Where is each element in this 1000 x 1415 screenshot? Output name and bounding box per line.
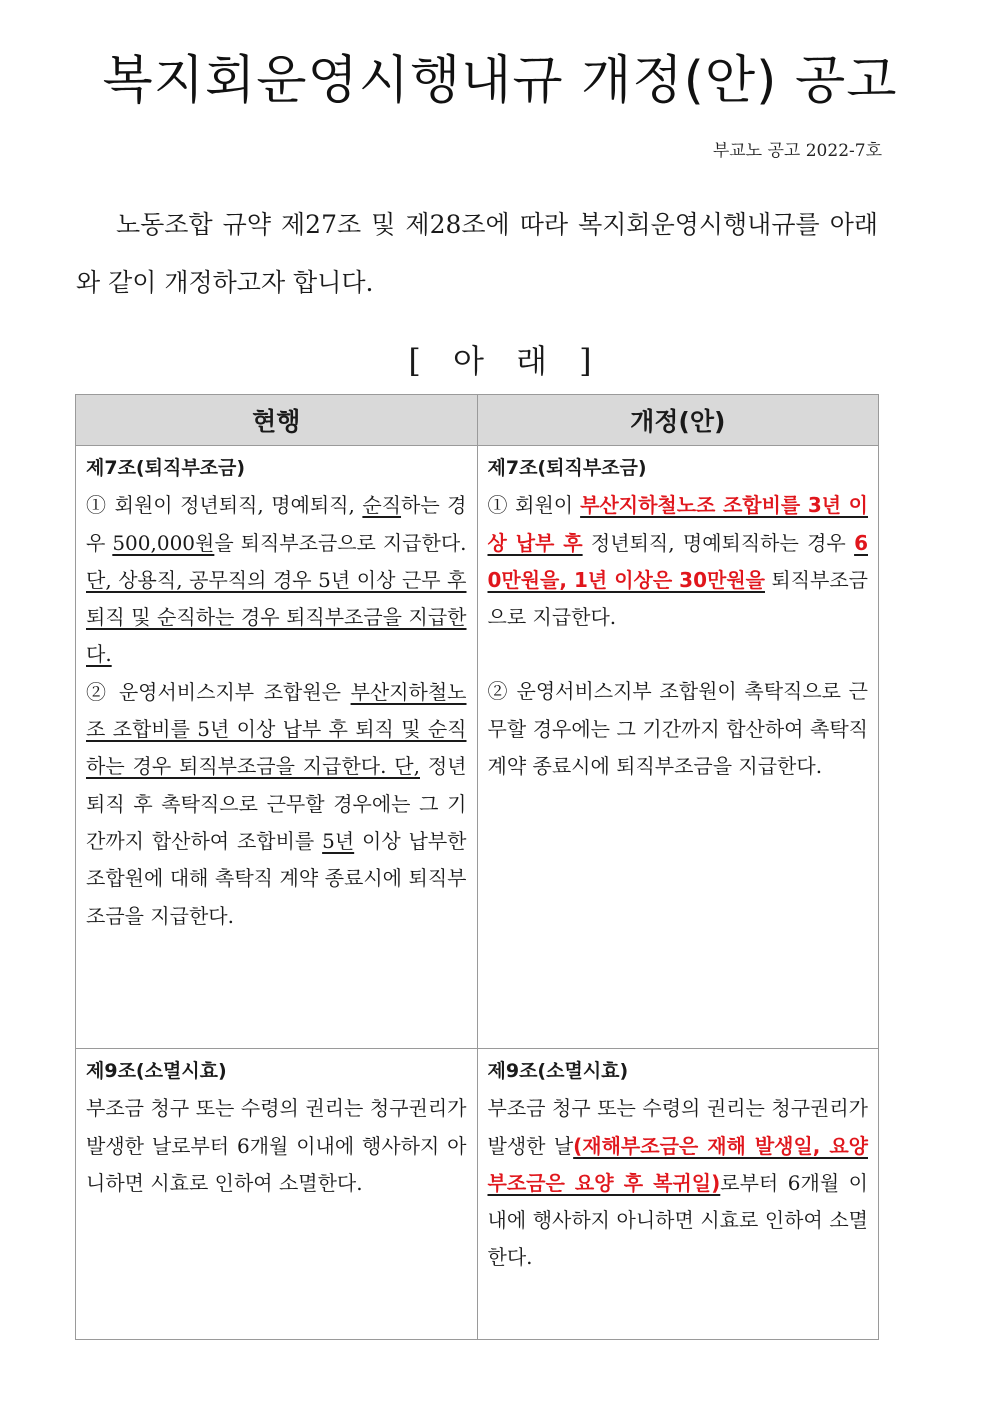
comparison-table: [75, 394, 879, 1340]
current-article-9: [76, 1049, 478, 1340]
paragraph-2: [86, 674, 467, 935]
highlighted-change: 60만원을, 1년 이상은 30만원을: [487, 530, 868, 592]
paragraph-1: [488, 1090, 869, 1276]
proposed-article-7: [477, 446, 879, 1049]
article-title: 제9조(소멸시효): [86, 1060, 227, 1082]
text-segment: ② 운영서비스지부 조합원은: [86, 679, 351, 704]
text-segment: 부조금 청구 또는 수령의 권리는 청구권리가 발생한 날: [487, 1096, 868, 1158]
underlined-text: 5년: [322, 828, 355, 853]
text-segment: 정년퇴직 후 촉탁직으로 근무할 경우에는 그 기간까지 합산하여 조합비를: [86, 754, 467, 853]
intro-paragraph: 노동조합 규약 제27조 및 제28조에 따라 복지회운영시행내규를 아래와 같이 개정하고자 합니다.: [76, 210, 878, 297]
text-segment: ① 회원이 정년퇴직, 명예퇴직,: [86, 493, 363, 518]
page-title: 복지회운영시행내규 개정(안) 공고: [102, 51, 898, 111]
paragraph-1: [86, 487, 467, 673]
header-proposed: 개정(안): [477, 395, 879, 446]
proposed-article-9: [477, 1049, 879, 1340]
table-header-row: [76, 395, 879, 446]
highlighted-change: (재해부조금은 재해 발생일, 요양부조금은 요양 후 복귀일): [487, 1133, 868, 1195]
text-segment: 을 퇴직부조금으로 지급한다.: [214, 530, 467, 555]
paragraph-1: [488, 487, 869, 636]
table-row: [76, 446, 879, 1049]
paragraph-1: 부조금 청구 또는 수령의 권리는 청구권리가 발생한 날로부터 6개월 이내에 행사하지 아니하면 시효로 인하여 소멸한다.: [86, 1096, 467, 1195]
article-title: 제9조(소멸시효): [487, 1060, 629, 1082]
paragraph-2: ② 운영서비스지부 조합원이 촉탁직으로 근무할 경우에는 그 기간까지 합산하여 촉탁직 계약 종료시에 퇴직부조금을 지급한다.: [487, 679, 868, 779]
notice-number: 부교노 공고 2022-7호: [712, 141, 882, 161]
table-row: [76, 1049, 879, 1340]
underlined-text: 순직: [362, 493, 402, 518]
highlighted-change: 부산지하철노조 조합비를 3년 이상 납부 후: [487, 493, 868, 555]
text-segment: 하는 경우: [86, 493, 467, 555]
underlined-text: 500,000원: [112, 530, 215, 555]
text-segment: 이상 납부한 조합원에 대해 촉탁직 계약 종료시에 퇴직부조금을 지급한다.: [86, 828, 467, 928]
text-segment: ① 회원이: [487, 493, 581, 518]
section-heading: [ 아 래 ]: [408, 342, 592, 380]
text-segment: 로부터 6개월 이내에 행사하지 아니하면 시효로 인하여 소멸한다.: [487, 1170, 869, 1270]
underlined-text: 부산지하철노조 조합비를 5년 이상 납부 후 퇴직 및 순직하는 경우 퇴직부조금을 지급한다. 단,: [86, 679, 467, 779]
article-title: 제7조(퇴직부조금): [487, 457, 647, 479]
article-title: 제7조(퇴직부조금): [86, 457, 246, 479]
header-current: 현행: [76, 395, 478, 446]
paragraph-gap: [488, 636, 869, 673]
text-segment: 퇴직부조금으로 지급한다.: [487, 567, 868, 630]
current-article-7: [76, 446, 478, 1049]
underlined-text: 단, 상용직, 공무직의 경우 5년 이상 근무 후 퇴직 및 순직하는 경우 퇴직부조금을 지급한다.: [86, 567, 467, 667]
text-segment: 정년퇴직, 명예퇴직하는 경우: [582, 530, 855, 555]
